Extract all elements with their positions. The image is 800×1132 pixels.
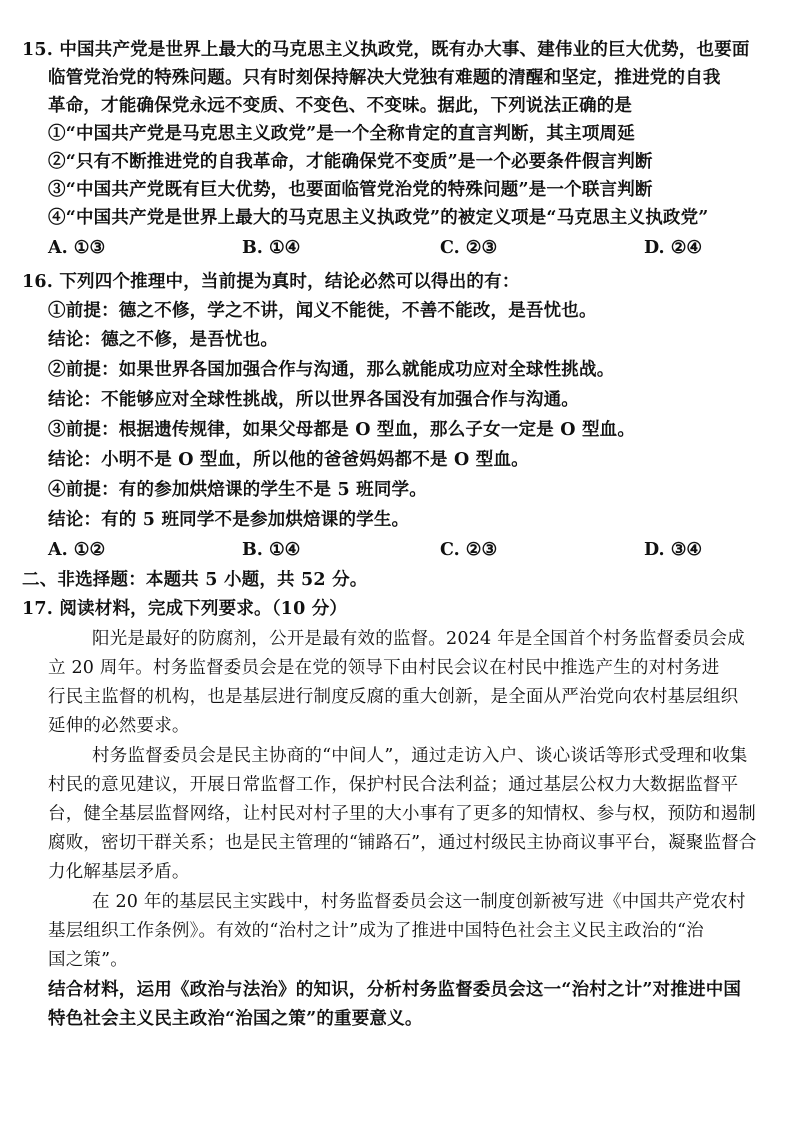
q16-item-3-premise: ③前提：根据遗传规律，如果父母都是 O 型血，那么子女一定是 O 型血。	[48, 420, 636, 440]
q16-option-b[interactable]: B. ①④	[242, 540, 301, 560]
q15-option-d[interactable]: D. ②④	[644, 238, 703, 258]
q16-option-c[interactable]: C. ②③	[440, 540, 498, 560]
q17-material-line-12: 国之策”。	[48, 950, 128, 970]
q15-stem-line-1: 15. 中国共产党是世界上最大的马克思主义执政党，既有办大事、建伟业的巨大优势，也要面	[22, 40, 750, 60]
q17-material-line-3: 行民主监督的机构，也是基层进行制度反腐的重大创新，是全面从严治党向农村基层组织	[48, 687, 739, 707]
section-2-heading: 二、非选择题：本题共 5 小题，共 52 分。	[22, 570, 368, 590]
q16-item-1-premise: ①前提：德之不修，学之不讲，闻义不能徙，不善不能改，是吾忧也。	[48, 301, 597, 321]
q17-material-line-4: 延伸的必然要求。	[48, 716, 190, 736]
q15-stem-line-2: 临管党治党的特殊问题。只有时刻保持解决大党独有难题的清醒和坚定，推进党的自我	[48, 68, 721, 88]
q17-task-line-1: 结合材料，运用《政治与法治》的知识，分析村务监督委员会这一“治村之计”对推进中国	[48, 980, 742, 1000]
q16-options	[48, 538, 768, 562]
q15-option-a[interactable]: A. ①③	[48, 238, 106, 258]
q16-item-2-conclusion: 结论：不能够应对全球性挑战，所以世界各国没有加强合作与沟通。	[48, 390, 579, 410]
q15-options	[48, 236, 768, 260]
q17-material-line-5: 村务监督委员会是民主协商的“中间人”，通过走访入户、谈心谈话等形式受理和收集	[92, 746, 748, 766]
q15-option-b[interactable]: B. ①④	[242, 238, 301, 258]
q16-option-d[interactable]: D. ③④	[644, 540, 703, 560]
q17-material-line-1: 阳光是最好的防腐剂，公开是最有效的监督。2024 年是全国首个村务监督委员会成	[92, 629, 745, 649]
q15-item-1: ①“中国共产党是马克思主义政党”是一个全称肯定的直言判断，其主项周延	[48, 124, 635, 144]
q17-material-line-8: 腐败，密切干群关系；也是民主管理的“铺路石”，通过村级民主协商议事平台，凝聚监督合	[48, 833, 757, 853]
q15-option-c[interactable]: C. ②③	[440, 238, 498, 258]
q17-material-line-2: 立 20 周年。村务监督委员会是在党的领导下由村民会议在村民中推选产生的对村务进	[48, 658, 720, 678]
q15-item-3: ③“中国共产党既有巨大优势，也要面临管党治党的特殊问题”是一个联言判断	[48, 180, 653, 200]
q16-item-2-premise: ②前提：如果世界各国加强合作与沟通，那么就能成功应对全球性挑战。	[48, 360, 615, 380]
q17-material-line-10: 在 20 年的基层民主实践中，村务监督委员会这一制度创新被写进《中国共产党农村	[92, 892, 746, 912]
q15-stem-line-3: 革命，才能确保党永远不变质、不变色、不变味。据此，下列说法正确的是	[48, 96, 633, 116]
q17-task-line-2: 特色社会主义民主政治“治国之策”的重要意义。	[48, 1009, 423, 1029]
q17-material-line-9: 力化解基层矛盾。	[48, 862, 190, 882]
q16-stem: 16. 下列四个推理中，当前提为真时，结论必然可以得出的有：	[22, 272, 520, 292]
q15-item-4: ④“中国共产党是世界上最大的马克思主义执政党”的被定义项是“马克思主义执政党”	[48, 208, 709, 228]
q17-material-line-6: 村民的意见建议，开展日常监督工作，保护村民合法利益；通过基层公权力大数据监督平	[48, 775, 739, 795]
q17-material-line-11: 基层组织工作条例》。有效的“治村之计”成为了推进中国特色社会主义民主政治的“治	[48, 921, 704, 941]
q17-stem: 17. 阅读材料，完成下列要求。（10 分）	[22, 599, 348, 619]
q16-option-a[interactable]: A. ①②	[48, 540, 106, 560]
q16-item-4-premise: ④前提：有的参加烘焙课的学生不是 5 班同学。	[48, 480, 427, 500]
q16-item-4-conclusion: 结论：有的 5 班同学不是参加烘焙课的学生。	[48, 510, 410, 530]
q17-material-line-7: 台，健全基层监督网络，让村民对村子里的大小事有了更多的知情权、参与权，预防和遏制	[48, 804, 756, 824]
q15-item-2: ②“只有不断推进党的自我革命，才能确保党不变质”是一个必要条件假言判断	[48, 152, 653, 172]
q16-item-3-conclusion: 结论：小明不是 O 型血，所以他的爸爸妈妈都不是 O 型血。	[48, 450, 529, 470]
q16-item-1-conclusion: 结论：德之不修，是吾忧也。	[48, 330, 279, 350]
